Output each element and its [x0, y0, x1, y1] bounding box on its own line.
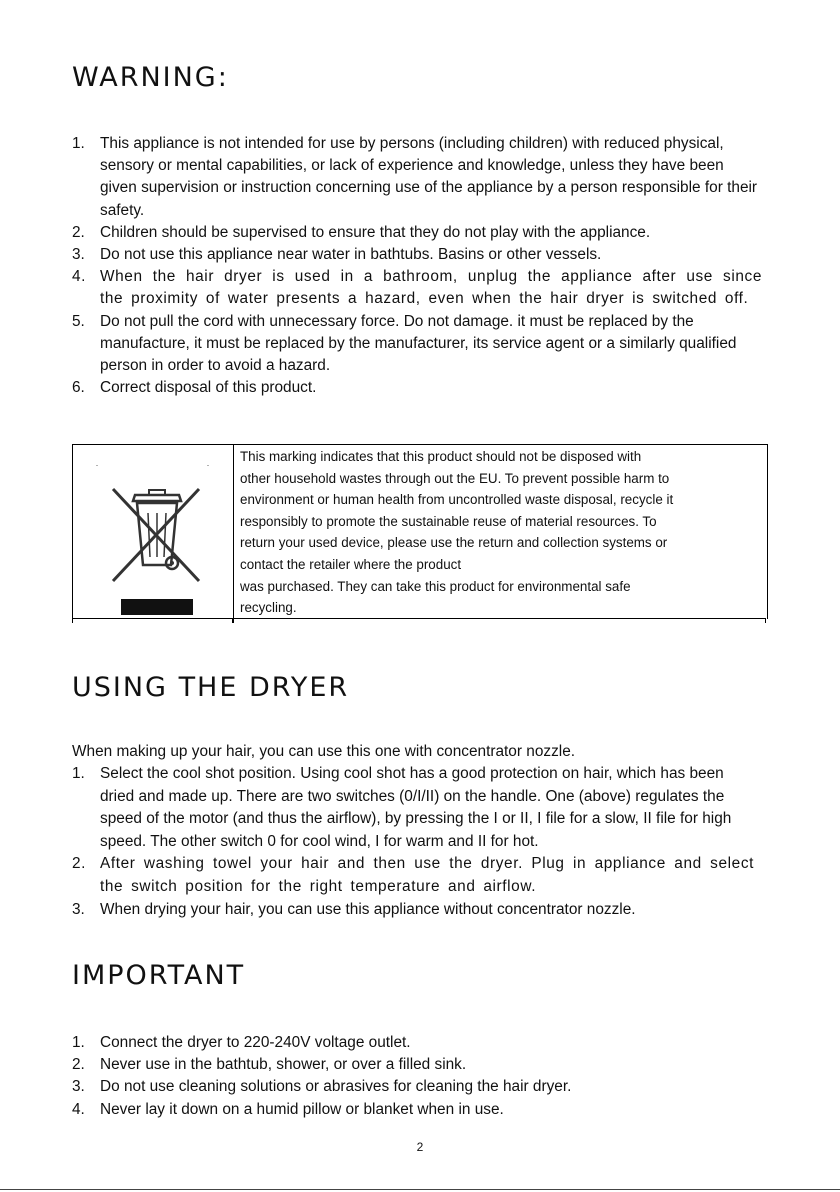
- disposal-table: [72, 444, 768, 619]
- using-item-1: [72, 763, 754, 853]
- warning-item-4: [72, 266, 762, 310]
- important-item-2: [72, 1054, 762, 1076]
- rule-tick: [765, 619, 766, 623]
- list-number: 2.: [72, 1056, 85, 1074]
- list-text: Do not pull the cord with unnecessary force. Do not damage. it must be replaced by the manufacture, it must be replaced by the manufacturer, its service agent or a similarly qualified person in order to avoid a hazard.: [100, 312, 737, 375]
- disposal-text: [240, 446, 766, 619]
- warning-item-6: [72, 377, 762, 399]
- disposal-line: was purchased. They can take this product for environmental safe: [240, 578, 631, 594]
- list-text: Do not use this appliance near water in bathtubs. Basins or other vessels.: [100, 246, 602, 264]
- list-text: Select the cool shot position. Using cool shot has a good protection on hair, which has been dried and made up. There are two switches (0/I/II) on the handle. One (above) regulates the speed of the motor (and thus the airflow), by pressing the I or II, I file for a slow, II file for high speed. The other switch 0 for cool wind, I for warm and II for hot.: [100, 765, 732, 850]
- list-number: 3.: [72, 1078, 85, 1096]
- table-divider: [233, 445, 234, 623]
- rule-tick: [232, 619, 233, 623]
- using-intro: When making up your hair, you can use this one with concentrator nozzle.: [72, 743, 576, 760]
- using-heading: USING THE DRYER: [72, 672, 350, 703]
- list-number: 1.: [72, 135, 85, 152]
- warning-item-5: [72, 311, 762, 378]
- warning-item-1: [72, 133, 762, 222]
- list-text: Never lay it down on a humid pillow or blanket when in use.: [100, 1100, 504, 1118]
- list-text: When drying your hair, you can use this appliance without concentrator nozzle.: [100, 900, 636, 918]
- important-list: [72, 1032, 762, 1121]
- disposal-line: recycling.: [240, 600, 297, 616]
- using-item-3: [72, 899, 754, 922]
- list-number: 4.: [72, 268, 87, 286]
- list-text: After washing towel your hair and then use the dryer. Plug in appliance and select the switch position for the right temperature and airflow.: [100, 855, 754, 895]
- list-number: 4.: [72, 1100, 85, 1118]
- warning-heading: WARNING:: [72, 62, 229, 93]
- rule-tick: [72, 619, 73, 623]
- important-item-1: [72, 1032, 762, 1054]
- crossed-out-wheelie-bin-icon: [95, 463, 215, 619]
- list-number: 2.: [72, 223, 85, 241]
- list-text: This appliance is not intended for use by persons (including children) with reduced physical, sensory or mental capabilities, or lack of experience and knowledge, unless they have been given supervision or instruction concerning use of the appliance by a person responsible for their safety.: [100, 135, 758, 219]
- warning-list: [72, 133, 762, 399]
- disposal-line: This marking indicates that this product should not be disposed with: [240, 449, 642, 464]
- page-number: 2: [416, 1140, 424, 1154]
- list-text: Do not use cleaning solutions or abrasives for cleaning the hair dryer.: [100, 1078, 572, 1096]
- list-number: 6.: [72, 379, 85, 397]
- list-number: 2.: [72, 855, 87, 873]
- disposal-line: environment or human health from uncontrolled waste disposal, recycle it: [240, 492, 674, 508]
- list-number: 3.: [72, 246, 85, 264]
- list-text: Correct disposal of this product.: [100, 379, 317, 397]
- list-text: Connect the dryer to 220-240V voltage outlet.: [100, 1034, 411, 1051]
- using-item-2: [72, 853, 754, 898]
- important-heading: IMPORTANT: [72, 960, 246, 991]
- page-bottom-rule: [0, 1189, 840, 1190]
- list-number: 1.: [72, 765, 85, 782]
- table-bottom-rule: [72, 618, 766, 623]
- list-number: 1.: [72, 1034, 85, 1051]
- disposal-line: contact the retailer where the product: [240, 556, 462, 572]
- warning-item-2: [72, 222, 762, 244]
- list-number: 5.: [72, 312, 85, 330]
- important-item-3: [72, 1076, 762, 1098]
- list-text: Children should be supervised to ensure that they do not play with the appliance.: [100, 223, 651, 241]
- important-item-4: [72, 1099, 762, 1121]
- disposal-line: return your used device, please use the return and collection systems or: [240, 535, 668, 551]
- using-list: [72, 763, 754, 921]
- list-number: 3.: [72, 900, 85, 918]
- warning-item-3: [72, 244, 762, 266]
- disposal-line: other household wastes through out the EU. To prevent possible harm to: [240, 470, 670, 486]
- list-text: Never use in the bathtub, shower, or over a filled sink.: [100, 1056, 467, 1074]
- list-text: When the hair dryer is used in a bathroom, unplug the appliance after use since the proximity of water presents a hazard, even when the hair dryer is switched off.: [100, 268, 762, 308]
- disposal-line: responsibly to promote the sustainable reuse of material resources. To: [240, 513, 657, 529]
